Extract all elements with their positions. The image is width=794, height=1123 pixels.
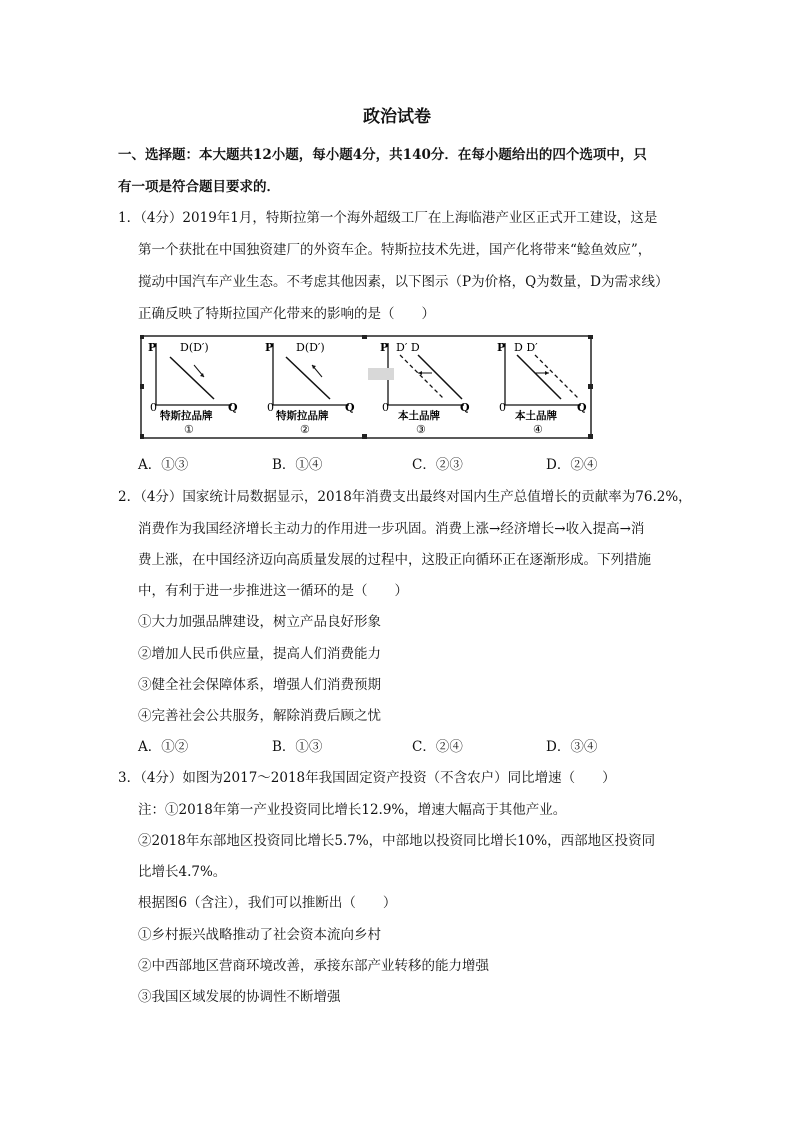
q3-prompt: 根据图6（含注），我们可以推断出（ ） <box>138 895 397 911</box>
q1-stem-line-4: 正确反映了特斯拉国产化带来的影响的是（ ） <box>138 306 435 322</box>
q1-option-a[interactable]: A．①③ <box>138 457 189 473</box>
q1-option-c[interactable]: C．②③ <box>412 457 463 473</box>
graph-2-brand-label: 特斯拉品牌 <box>276 410 329 422</box>
graph-3-number: ③ <box>416 423 426 436</box>
graph-1-curve-label: D(D′) <box>180 341 209 354</box>
q2-item-4: ④完善社会公共服务，解除消费后顾之忧 <box>138 708 381 724</box>
graph-3-p-label: P <box>380 341 389 354</box>
graph-2-p-label: P <box>265 341 274 354</box>
graph-2-number: ② <box>300 423 310 436</box>
q3-note-2: ②2018年东部地区投资同比增长5.7%，中部地以投资同比增长10%，西部地区投资同 <box>138 833 656 849</box>
graph-3 <box>368 341 470 436</box>
q3-note-1: 注：①2018年第一产业投资同比增长12.9%，增速大幅高于其他产业。 <box>138 802 567 818</box>
graph-4-curve-label: D D′ <box>514 341 538 354</box>
q2-stem-line-2: 消费作为我国经济增长主动力的作用进一步巩固。消费上涨→经济增长→收入提高→消 <box>138 521 645 537</box>
q1-stem-line-1: 1．（4分）2019年1月，特斯拉第一个海外超级工厂在上海临港产业区正式开工建设，这是 <box>118 210 658 226</box>
graph-3-q-label: Q <box>460 401 470 414</box>
graph-1-q-label: Q <box>228 401 238 414</box>
q1-option-d[interactable]: D．②④ <box>546 457 598 473</box>
q2-option-c[interactable]: C．②④ <box>412 739 463 755</box>
graph-4 <box>497 341 587 436</box>
graph-1-number: ① <box>184 423 194 436</box>
graph-2-q-label: Q <box>345 401 355 414</box>
q2-stem-line-4: 中，有利于进一步推进这一循环的是（ ） <box>138 583 408 599</box>
graph-4-number: ④ <box>533 423 543 436</box>
graph-3-curve-label: D′ D <box>396 341 420 354</box>
q1-stem-line-2: 第一个获批在中国独资建厂的外资车企。特斯拉技术先进，国产化将带来“鲶鱼效应”， <box>138 242 652 258</box>
section-heading-line-1: 一、选择题：本大题共12小题，每小题4分，共140分．在每小题给出的四个选项中，只 <box>118 147 647 163</box>
graph-1-origin-label: 0 <box>150 401 157 414</box>
q3-item-1: ①乡村振兴战略推动了社会资本流向乡村 <box>138 927 381 943</box>
q3-stem-line-1: 3．（4分）如图为2017～2018年我国固定资产投资（不含农户）同比增速（ ） <box>118 770 616 786</box>
graph-1-p-label: P <box>148 341 157 354</box>
q3-note-2-cont: 比增长4.7%。 <box>138 864 227 880</box>
q2-item-2: ②增加人民币供应量，提高人们消费能力 <box>138 646 381 662</box>
graph-2-origin-label: 0 <box>267 401 274 414</box>
graph-2 <box>265 341 355 436</box>
section-heading-line-2: 有一项是符合题目要求的． <box>118 179 280 195</box>
q1-option-b[interactable]: B．①④ <box>272 457 323 473</box>
q2-option-a[interactable]: A．①② <box>138 739 189 755</box>
graph-3-origin-label: 0 <box>382 401 389 414</box>
demand-curve-diagram <box>140 335 598 440</box>
q3-item-2: ②中西部地区营商环境改善，承接东部产业转移的能力增强 <box>138 958 489 974</box>
graph-3-brand-label: 本土品牌 <box>398 410 440 422</box>
graph-2-curve-label: D(D′) <box>296 341 325 354</box>
q2-item-1: ①大力加强品牌建设，树立产品良好形象 <box>138 614 381 630</box>
page-title: 政治试卷 <box>363 107 431 127</box>
q2-stem-line-3: 费上涨，在中国经济迈向高质量发展的过程中，这股正向循环正在逐渐形成。下列措施 <box>138 552 651 568</box>
graph-4-q-label: Q <box>577 401 587 414</box>
graph-4-p-label: P <box>497 341 506 354</box>
blurred-mark <box>368 368 394 380</box>
q2-item-3: ③健全社会保障体系，增强人们消费预期 <box>138 677 381 693</box>
q2-stem-line-1: 2．（4分）国家统计局数据显示，2018年消费支出最终对国内生产总值增长的贡献率为76.2%， <box>118 489 692 505</box>
graph-1 <box>148 341 238 436</box>
graph-1-brand-label: 特斯拉品牌 <box>160 410 213 422</box>
q3-item-3: ③我国区域发展的协调性不断增强 <box>138 989 341 1005</box>
q1-stem-line-3: 搅动中国汽车产业生态。不考虑其他因素，以下图示（P为价格，Q为数量，D为需求线） <box>138 274 669 290</box>
q2-option-b[interactable]: B．①③ <box>272 739 323 755</box>
graph-4-origin-label: 0 <box>499 401 506 414</box>
q2-option-d[interactable]: D．③④ <box>546 739 598 755</box>
graph-4-brand-label: 本土品牌 <box>515 410 557 422</box>
